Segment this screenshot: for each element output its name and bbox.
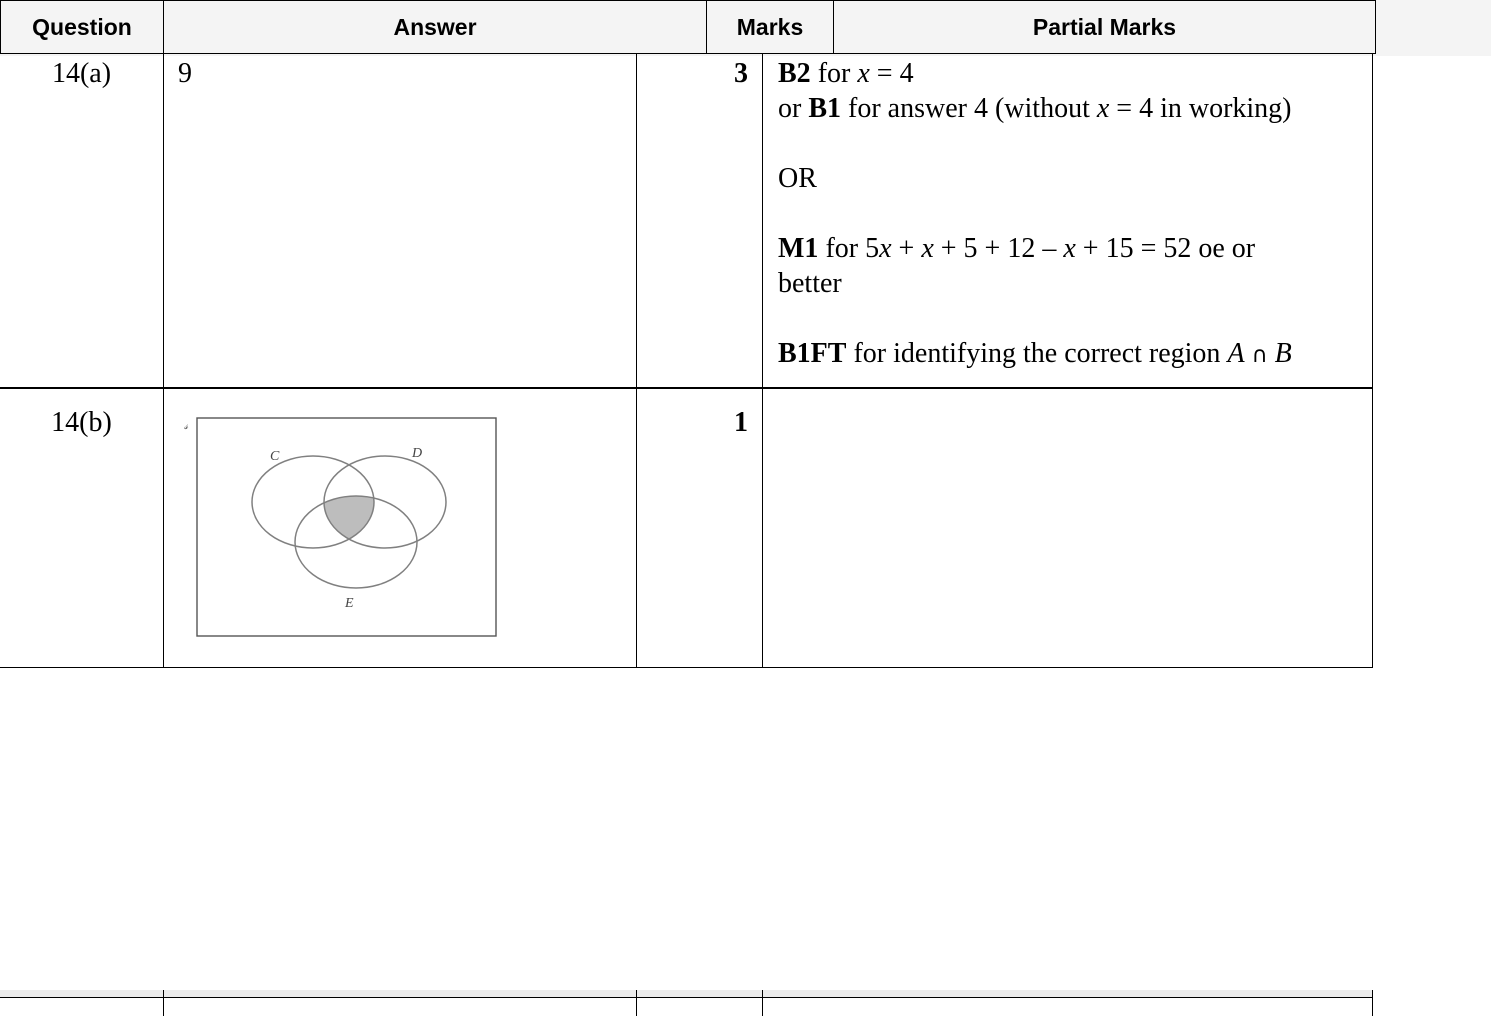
- variable: x: [1063, 233, 1076, 264]
- label-c: C: [270, 449, 280, 464]
- column-divider: [163, 54, 164, 668]
- header-question-label: Question: [32, 13, 132, 40]
- partial-line-m1: [778, 231, 1292, 266]
- header-marks-label: Marks: [736, 13, 804, 40]
- header-partial-marks: [833, 0, 1376, 54]
- mark-code: M1: [778, 233, 819, 264]
- mark-code: B2: [778, 58, 811, 89]
- text-run: + 5 + 12 –: [933, 233, 1064, 264]
- column-divider: [636, 990, 637, 1016]
- column-divider: [636, 54, 637, 668]
- variable: x: [857, 58, 870, 89]
- header-answer: [163, 0, 707, 54]
- text-run: + 15 = 52 oe or: [1075, 233, 1256, 264]
- column-divider: [762, 54, 763, 668]
- header-answer-label: Answer: [393, 13, 477, 40]
- column-divider: [762, 990, 763, 1016]
- variable: x: [921, 233, 934, 264]
- text-run: for 5: [818, 233, 880, 264]
- intersection-symbol: ∩: [1244, 343, 1275, 368]
- table-right-border: [1372, 54, 1373, 668]
- text-run: or: [778, 93, 809, 124]
- text-run: = 4 in working): [1109, 93, 1292, 124]
- text-run: +: [891, 233, 922, 264]
- row-divider: [0, 387, 1373, 389]
- partial-line-b1: [778, 91, 1292, 126]
- variable: x: [879, 233, 892, 264]
- partial-line-b1ft: [778, 336, 1292, 373]
- partial-line-or: OR: [778, 163, 817, 194]
- mark-code: B1FT: [778, 338, 847, 369]
- column-divider: [163, 990, 164, 1016]
- header-question: [0, 0, 164, 54]
- header-marks: [706, 0, 834, 54]
- text-run: for identifying the correct region: [846, 338, 1228, 369]
- table-right-border: [1372, 990, 1373, 1016]
- label-e: E: [345, 596, 354, 611]
- variable: x: [1096, 93, 1110, 124]
- marks-value: 1: [734, 407, 748, 438]
- variable: A: [1227, 338, 1245, 369]
- text-run: for answer 4 (without: [841, 93, 1097, 124]
- cursor-mark-icon: 𝓈: [184, 419, 189, 432]
- question-number: 14(b): [51, 407, 112, 438]
- venn-diagram: [180, 412, 502, 642]
- marks-value: 3: [734, 58, 748, 89]
- partial-marks-text: [778, 56, 1292, 373]
- partial-line-b2: [778, 56, 1292, 91]
- variable: B: [1274, 338, 1292, 369]
- question-number: 14(a): [51, 58, 112, 89]
- header-partial-marks-label: Partial Marks: [1032, 13, 1177, 40]
- table-bottom-border: [0, 667, 1373, 668]
- text-run: = 4: [869, 58, 914, 89]
- text-run: for: [810, 58, 858, 89]
- next-table-top-border: [0, 997, 1373, 998]
- partial-line-m1-cont: better: [778, 268, 842, 299]
- answer-value: 9: [178, 58, 192, 89]
- mark-code: B1: [808, 93, 842, 124]
- label-d: D: [412, 446, 423, 461]
